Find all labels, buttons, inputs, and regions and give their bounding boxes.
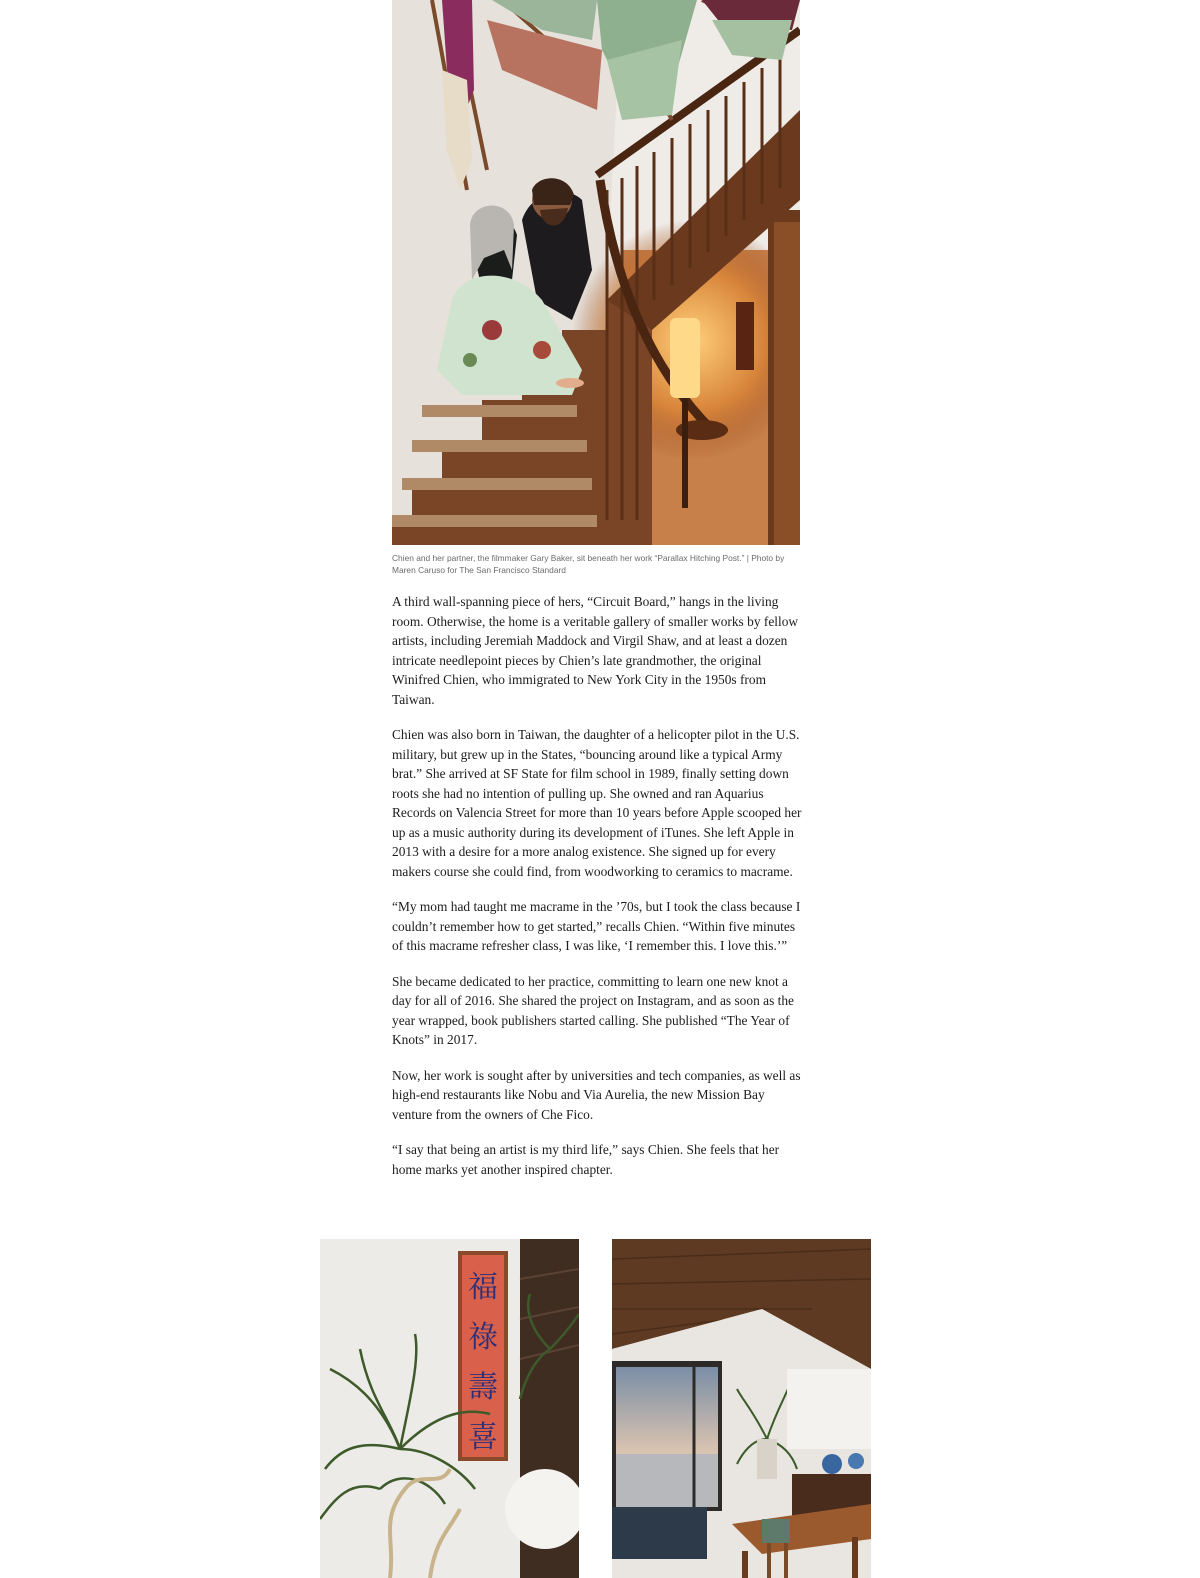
scroll-character: 祿 — [468, 1320, 498, 1355]
article-paragraph: Chien was also born in Taiwan, the daughter of a helicopter pilot in the U.S. military, but grew up in the States, “bouncing around like a typical Army brat.” She arrived at SF State for film school in 1989, finally setting down roots she had no intention of pulling up. She owned and ran Aquarius Records on Valencia Street for more than 10 years before Apple scooped her up as a music authority during its development of iTunes. She left Apple in 2013 with a desire for a more analog existence. She signed up for every makers course she could find, from woodworking to ceramics to macrame. — [392, 727, 802, 879]
article-paragraph: A third wall-spanning piece of hers, “Circuit Board,” hangs in the living room. Otherwise, the home is a veritable gallery of smaller works by fellow artists, including Jeremiah Maddock and Virgil Shaw, and at least a dozen intricate needlepoint pieces by Chien’s late grandmother, the original Winifred Chien, who immigrated to New York City in the 1950s from Taiwan. — [392, 594, 799, 707]
article-paragraph: “My mom had taught me macrame in the ’70s, but I took the class because I couldn’t remember how to get started,” recalls Chien. “Within five minutes of this macrame refresher class, I was like, ‘I remember this. I love this.’” — [392, 899, 801, 953]
article-paragraph: Now, her work is sought after by universities and tech companies, as well as high-end restaurants like Nobu and Via Aurelia, the new Mission Bay venture from the owners of Che Fico. — [392, 1067, 801, 1122]
photo-caption: Chien and her partner, the filmmaker Gary Baker, sit beneath her work “Parallax Hitching Post.” | Photo by Maren Caruso for The San Francisco Standard — [392, 553, 785, 575]
scroll-character: 福 — [468, 1270, 498, 1305]
dining-room-illustration — [612, 1239, 871, 1578]
dining-room-photo — [612, 1239, 871, 1578]
article-paragraph: “I say that being an artist is my third life,” says Chien. She feels that her home marks yet another inspired chapter. — [392, 1142, 780, 1177]
article-paragraph: She became dedicated to her practice, committing to learn one new knot a day for all of 2016. She shared the project on Instagram, and as soon as the year wrapped, book publishers started calling. She published “The Year of Knots” in 2017. — [392, 973, 794, 1047]
article-body — [392, 592, 802, 1195]
hero-photo — [392, 0, 800, 545]
scroll-character: 壽 — [468, 1370, 498, 1405]
scroll-character: 喜 — [468, 1420, 498, 1455]
calligraphy-illustration — [320, 1239, 579, 1578]
staircase-illustration — [392, 0, 800, 545]
calligraphy-photo — [320, 1239, 579, 1578]
